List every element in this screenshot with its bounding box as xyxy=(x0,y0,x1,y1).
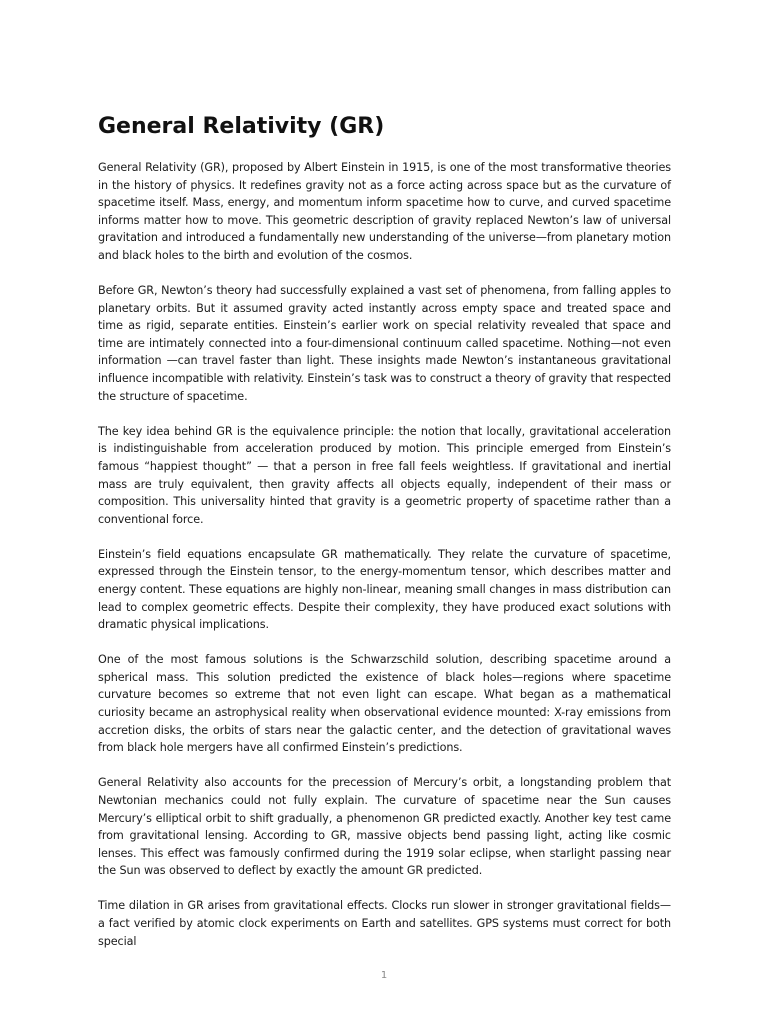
paragraph: Before GR, Newton’s theory had successfully explained a vast set of phenomena, from falling apples to planetary orbits. But it assumed gravity acted instantly across empty space and treated space and time as rigid, separate entities. Einstein’s earlier work on special relativity revealed that space and time are intimately connected into a four-dimensional continuum called spacetime. Nothing—not even information —can travel faster than light. These insights made Newton’s instantaneous gravitational influence incompatible with relativity. Einstein’s task was to construct a theory of gravity that respected the structure of spacetime. xyxy=(98,284,671,403)
document-body xyxy=(98,159,671,968)
paragraph: One of the most famous solutions is the Schwarzschild solution, describing spacetime around a spherical mass. This solution predicted the existence of black holes—regions where spacetime curvature becomes so extreme that not even light can escape. What began as a mathematical curiosity became an astrophysical reality when observational evidence mounted: X-ray emissions from accretion disks, the orbits of stars near the galactic center, and the detection of gravitational waves from black hole mergers have all confirmed Einstein’s predictions. xyxy=(98,653,671,755)
paragraph: Time dilation in GR arises from gravitational effects. Clocks run slower in stronger gravitational fields—a fact verified by atomic clock experiments on Earth and satellites. GPS systems must correct for both special xyxy=(98,899,671,948)
paragraph: The key idea behind GR is the equivalence principle: the notion that locally, gravitational acceleration is indistinguishable from acceleration produced by motion. This principle emerged from Einstein’s famous “happiest thought” — that a person in free fall feels weightless. If gravitational and inertial mass are truly equivalent, then gravity affects all objects equally, independent of their mass or composition. This universality hinted that gravity is a geometric property of spacetime rather than a conventional force. xyxy=(98,424,671,526)
document-title: General Relativity (GR) xyxy=(98,114,385,139)
paragraph: General Relativity also accounts for the precession of Mercury’s orbit, a longstanding problem that Newtonian mechanics could not fully explain. The curvature of spacetime near the Sun causes Mercury’s elliptical orbit to shift gradually, a phenomenon GR predicted exactly. Another key test came from gravitational lensing. According to GR, massive objects bend passing light, acting like cosmic lenses. This effect was famously confirmed during the 1919 solar eclipse, when starlight passing near the Sun was observed to deflect by exactly the amount GR predicted. xyxy=(98,776,671,878)
paragraph: Einstein’s field equations encapsulate GR mathematically. They relate the curvature of spacetime, expressed through the Einstein tensor, to the energy-momentum tensor, which describes matter and energy content. These equations are highly non-linear, meaning small changes in mass distribution can lead to complex geometric effects. Despite their complexity, they have produced exact solutions with dramatic physical implications. xyxy=(98,547,671,632)
paragraph: General Relativity (GR), proposed by Albert Einstein in 1915, is one of the most transformative theories in the history of physics. It redefines gravity not as a force acting across space but as the curvature of spacetime itself. Mass, energy, and momentum inform spacetime how to curve, and curved spacetime informs matter how to move. This geometric description of gravity replaced Newton’s law of universal gravitation and introduced a fundamentally new understanding of the universe—from planetary motion and black holes to the birth and evolution of the cosmos. xyxy=(98,161,671,262)
page-number: 1 xyxy=(380,970,388,981)
